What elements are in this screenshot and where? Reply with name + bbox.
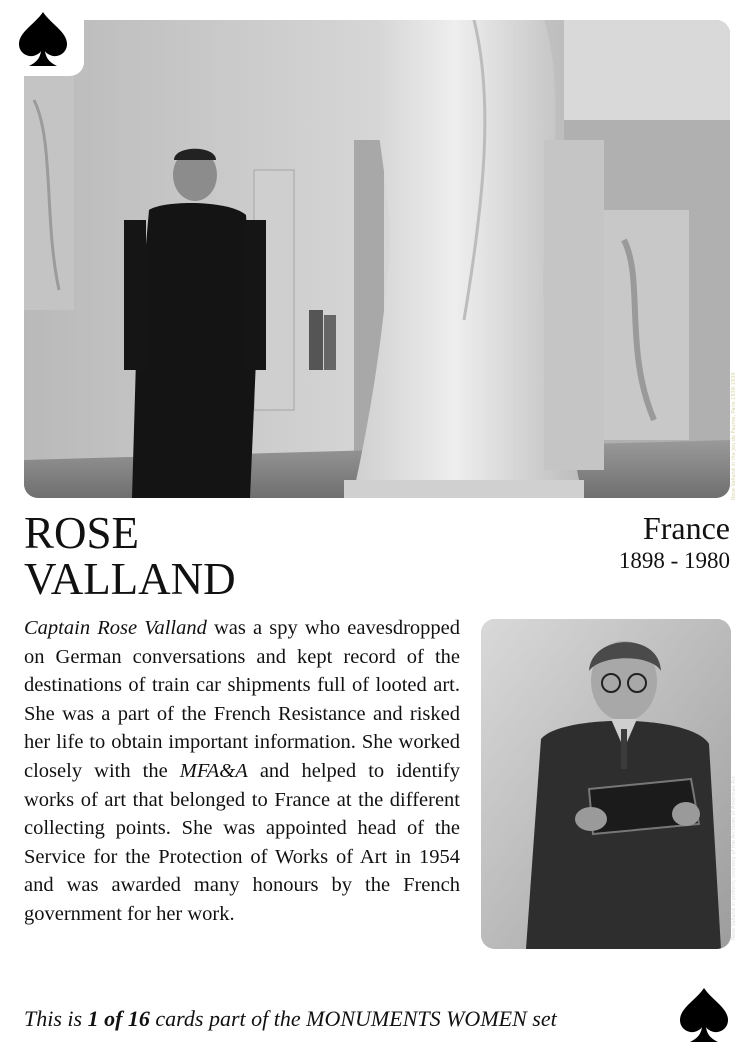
person-name	[24, 510, 236, 602]
bio-text-rest: and helped to identify works of art that belonged to France at the different collecting points. She was appointed head of the Service for the Protection of Works of Art in 1954 and was awarded many honours by the French government for her work.	[24, 759, 461, 925]
gallery-photo-illustration	[24, 20, 730, 498]
footer-prefix: This is	[24, 1006, 88, 1031]
country-label: France	[642, 510, 730, 546]
top-photo	[24, 20, 730, 498]
bio-name: Captain Rose Valland	[24, 617, 207, 639]
footer-count: 1 of 16	[87, 1006, 150, 1031]
uniform-portrait-illustration	[481, 619, 731, 949]
spade-icon	[17, 10, 69, 68]
life-years: 1898 - 1980	[618, 548, 730, 573]
card-footer	[24, 1006, 557, 1032]
side-photo	[481, 619, 731, 949]
first-name: ROSE	[24, 508, 140, 558]
photo-credit-top: Rose Valland in the Jeu de Paume, Paris 1938-1939	[731, 372, 737, 500]
spade-icon-bottom	[678, 986, 730, 1044]
footer-suffix: cards part of the MONUMENTS WOMEN set	[149, 1006, 557, 1031]
photo-credit-side: Rose Valland in uniform, courtesy of the Archives of American Art	[731, 776, 737, 940]
biography	[24, 614, 460, 929]
bio-text: was a spy who eavesdropped on German conversations and kept record of the destinations of train car shipments full of looted art. She was a part of the French Resistance and risked her life to obtain important information. She worked closely with the	[24, 617, 460, 782]
last-name: VALLAND	[24, 554, 236, 604]
bio-org: MFA&A	[179, 759, 248, 782]
